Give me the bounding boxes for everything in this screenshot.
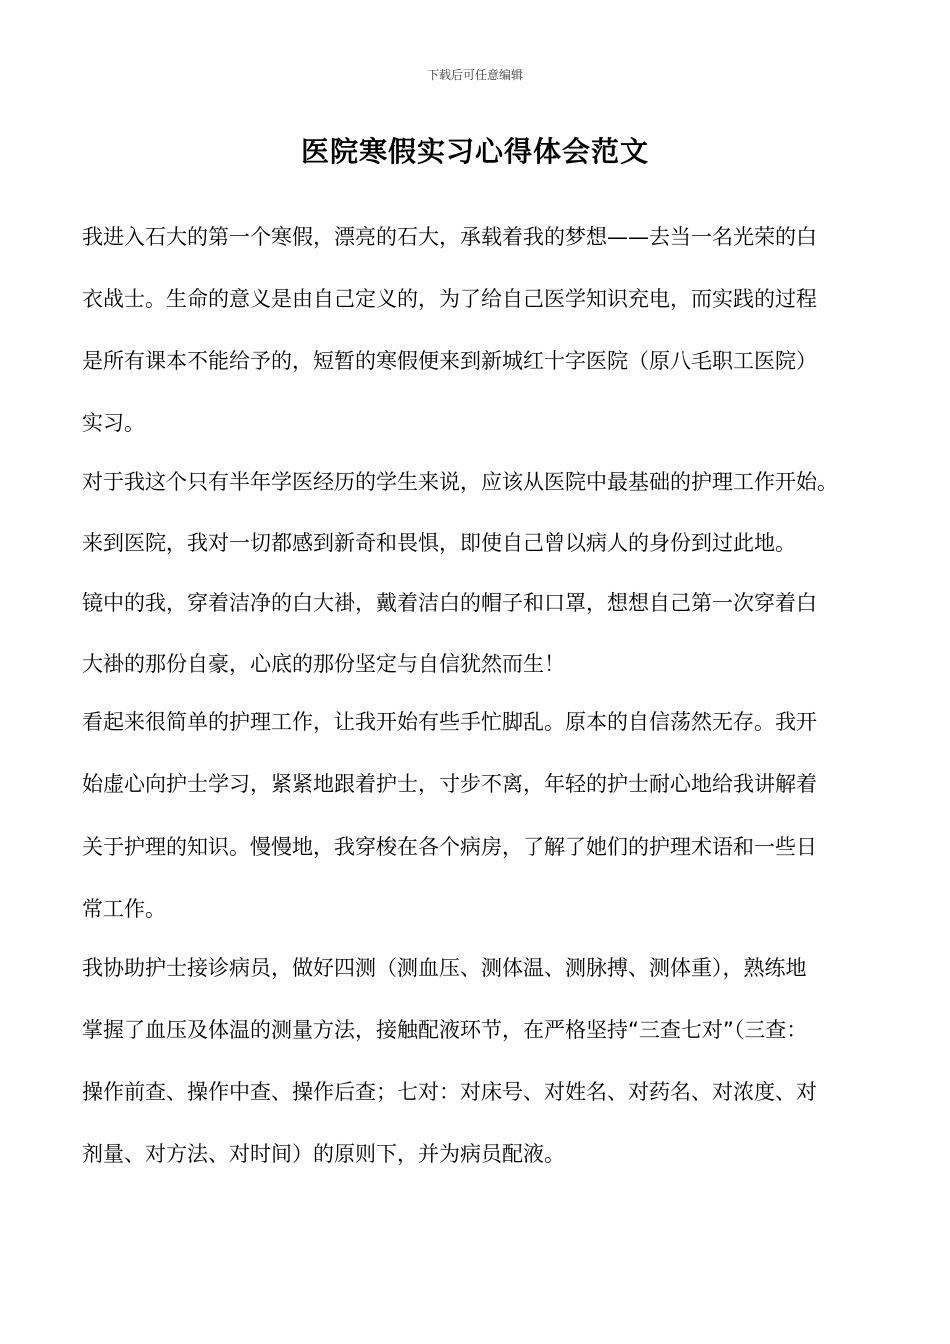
body-line: 镜中的我，穿着洁净的白大褂，戴着洁白的帽子和口罩，想想自己第一次穿着白 [82,591,817,615]
body-line: 掌握了血压及体温的测量方法，接触配液环节，在严格坚持“三查七对”（三查： [82,1018,808,1042]
body-line: 来到医院，我对一切都感到新奇和畏惧，即使自己曾以病人的身份到过此地。 [82,531,796,555]
body-line: 看起来很简单的护理工作，让我开始有些手忙脚乱。原本的自信荡然无存。我开 [82,710,817,734]
body-line: 实习。 [82,411,145,435]
body-line: 剂量、对方法、对时间）的原则下，并为病员配液。 [82,1142,565,1166]
body-line: 常工作。 [82,897,166,921]
body-line: 关于护理的知识。慢慢地，我穿梭在各个病房，了解了她们的护理术语和一些日 [82,835,817,859]
document-title: 医院寒假实习心得体会范文 [300,135,649,168]
body-line: 大褂的那份自豪，心底的那份坚定与自信犹然而生！ [82,652,565,676]
body-line: 是所有课本不能给予的，短暂的寒假便来到新城红十字医院（原八毛职工医院） [82,349,817,373]
body-line: 衣战士。生命的意义是由自己定义的，为了给自己医学知识充电，而实践的过程 [82,287,817,311]
body-line: 对于我这个只有半年学医经历的学生来说，应该从医院中最基础的护理工作开始。 [82,470,838,494]
body-line: 我进入石大的第一个寒假，漂亮的石大，承载着我的梦想——去当一名光荣的白 [82,225,817,249]
body-line: 我协助护士接诊病员，做好四测（测血压、测体温、测脉搏、测体重），熟练地 [82,956,807,980]
body-line: 操作前查、操作中查、操作后查；七对：对床号、对姓名、对药名、对浓度、对 [82,1080,817,1104]
body-line: 始虚心向护士学习，紧紧地跟着护士，寸步不离，年轻的护士耐心地给我讲解着 [82,772,817,796]
header-note: 下载后可任意编辑 [426,68,523,82]
